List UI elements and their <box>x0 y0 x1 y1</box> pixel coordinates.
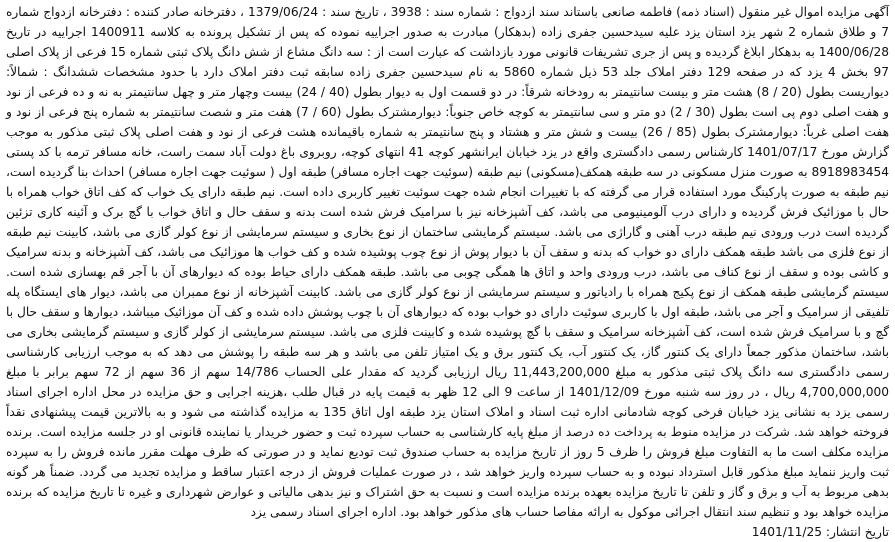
publish-date: تاریخ انتشار: 1401/11/25 <box>751 525 889 539</box>
notice-body-text: آگهی مزایده اموال غیر منقول (اسناد ذمه) فاطمه صانعی باستاند سند ازدواج : شماره سند : 3938 ، تاریخ سند : 1379/06/24 ، دفترخانه صادر کننده : دفترخانه ازدواج شماره 7 و طلاق شماره 2 شهر یزد استان یزد علیه سیدحسین جفری زاده (بدهکار) مبادرت به صدور اجراییه نموده که پس از تشکیل پرونده به کلاسه 1400911 اجراییه در تاریخ 1400/06/28 به بدهکار ابلاغ گردیده و پس از جری تشریفات قانونی مورد بازداشت که عبارت است از : سه دانگ مشاع از شش دانگ پلاک ثبتی شماره 15 فرعی از پلاک اصلی 97 بخش 4 یزد که در صفحه 129 دفتر املاک جلد 53 ذیل شماره 5860 به نام سیدحسین جفری زاده سابقه ثبت دفتر املاک دارد با حدود مشخصات ششدانگ : شمالاً: دیواریست بطول (20 / 8) هشت متر و بیست سانتیمتر به رودخانه شرقاً: در دو قسمت اول به دیوار بطول (40 / 24) بیست وچهار متر و چهل سانتیمتر به نه و ده فرعی از نود و هفت اصلی دوم پی است بطول (30 / 2) دو متر و سی سانتیمتر به کوچه خاص جنوباً: دیوارمشترک بطول (60 / 7) هفت متر و شصت سانتیمتر به شماره پنج فرعی از نود و هفت اصلی غرباً: دیوارمشترک بطول (85 / 26) بیست و شش متر و هشتاد و پنج سانتیمتر به شماره باقیمانده هشت فرعی از نود و هفت اصلی پلاک ثبتی مذکور به موجب گزارش مورخ 1401/07/17 کارشناس رسمی دادگستری واقع در یزد خیابان ایرانشهر کوچه 41 انتهای کوچه، روبروی باغ دولت آباد سمت راست، خانه مسافر ترمه با کد پستی 8918983454 به صورت منزل مسکونی در سه طبقه همکف(مسکونی) نیم طبقه (سوئیت جهت اجاره مسافر) طبقه اول ( سوئیت جهت اجاره مسافر) احداث بنا گردیده است، نیم طبقه به صورت پارکینگ مورد استفاده قرار می گرفته که با تغییرات انجام شده جهت سوئیت تغییر کاربری داده است. نیم طبقه دارای یک خواب که کف اتاق خواب همراه با حال با موزائیک فرش گردیده و دارای درب آلومینیومی می باشد، کف آشپزخانه نیز با سرامیک فرش شده است بدنه و سقف حال و اتاق خواب با گچ برک و آئینه کاری تزئین گردیده است درب ورودی نیم طبقه درب آهنی و گاراژی می باشد. سیستم گرمایشی ساختمان از نوع بخاری و سیستم سرمایشی از نوع کولر گازی می باشد، کابینت نیم طبقه از نوع فلزی می باشد طبقه همکف دارای دو خواب که بدنه و سقف آن با دیوار پوش از نوع چوب پوشیده شده و کف خواب ها موزائیک می باشد، کف آشپزخانه و بدنه سرامیک و کاشی بوده و سقف از نوع کناف می باشد، درب ورودی واحد و اتاق ها همگی چوبی می باشد. طبقه همکف دارای حیاط بوده که دیوارهای آن با آجر قم بهسازی شده است. سیستم گرمایشی طبقه همکف از نوع پکیج همراه با رادیاتور و سیستم سرمایشی از نوع کولر گازی می باشد. کابینت آشپزخانه از نوع ممبران می باشد، دیوار های ایستگاه پله تلفیقی از سرامیک و آجر می باشد، طبقه اول با کاربری سوئیت دارای دو خواب بوده که دیوارهای آن با چوب پوشش داده شده و کف آن موزائیک میباشد، دیوارها و سقف حال با گچ و با سرامیک فرش شده است، کف آشپزخانه سرامیک و سقف با گچ پوشیده شده و کابینت فلزی می باشد. سیستم سرمایشی از کولر گازی و سیستم گرمایشی بخاری می باشد، ساختمان مذکور جمعاً دارای یک کنتور گاز، یک کنتور آب، یک کنتور برق و یک امتیاز تلفن می باشد و هر سه طبقه را پوشش می دهد که به موجب ارزیابی کارشناسی رسمی دادگستری سه دانگ پلاک ثبتی مذکور به مبلغ 11,443,200,000 ریال ارزیابی گردید که مقدار علی الحساب 14/786 سهم از 36 سهم از 72 سهم برابر با مبلغ 4,700,000,000 ریال ، در روز سه شنبه مورخ 1401/12/09 از ساعت 9 الی 12 ظهر به قیمت پایه در قبال طلب ،هزینه اجرایی و حق مزایده در محل اداره اجرای اسناد رسمی یزد به نشانی یزد خیابان فرخی کوچه شادمانی اداره ثبت اسناد و املاک استان یزد طبقه اول اتاق 135 به مزایده گذاشته می شود و به بالاترین قیمت پیشنهادی نقداً فروخته خواهد شد. شرکت در مزایده منوط به پرداخت ده درصد از مبلغ پایه کارشناسی به حساب سپرده ثبت و حضور خریدار یا نماینده قانونی او در جلسه مزایده است. برنده مزایده مکلف است ما به التفاوت مبلغ فروش را ظرف 5 روز از تاریخ مزایده به حساب صندوق ثبت تودیع نماید و در صورتی که ظرف مهلت مقرر مانده فروش را به سپرده ثبت واریز ننماید مبلغ مذکور قابل استرداد نبوده و به حساب سپرده واریز خواهد شد ، در صورت عملیات فروش از درجه اعتبار ساقط و مزایده تجدید می گردد. ضمناً هر گونه بدهی مربوط به آب و برق و گاز و تلفن تا تاریخ مزایده بعهده برنده مزایده است و نسبت به حق اشتراک و نیز بدهی مالیاتی و عوارض شهرداری و غیره تا تاریخ مزایده که برنده مزایده خواهد بود و تنظیم سند انتقال اجرائی موکول به ارائه مفاصا حساب های مذکور خواهد بود. اداره اجرای اسناد رسمی یزد <box>6 5 890 519</box>
